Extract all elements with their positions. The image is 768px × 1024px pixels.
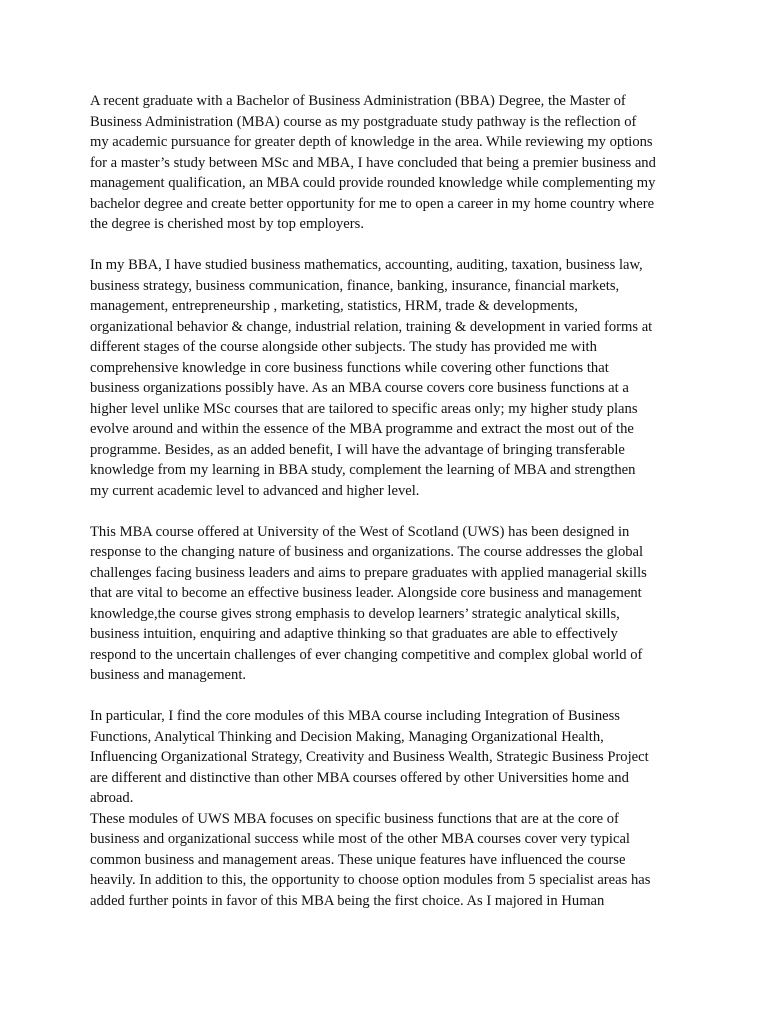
paragraph-intro: A recent graduate with a Bachelor of Business Administration (BBA) Degree, the Master of Business Administration (MBA) course as my postgraduate study pathway is the reflection of my academic pursuance for greater depth of knowledge in the area. While reviewing my options for a master’s study between MSc and MBA, I have concluded that being a premier business and management qualification, an MBA could provide rounded knowledge while complementing my bachelor degree and create better opportunity for me to open a career in my home country where the degree is cherished most by top employers. (90, 93, 656, 232)
paragraph-core-modules: In particular, I find the core modules of this MBA course including Integration of Business Functions, Analytical Thinking and Decision Making, Managing Organizational Health, Influencing Organizational Strategy, Creativity and Business Wealth, Strategic Business Project are different and distinctive than other MBA courses offered by other Universities home and abroad. (90, 708, 649, 806)
paragraph-module-focus: These modules of UWS MBA focuses on specific business functions that are at the core of business and organizational success while most of the other MBA courses cover very typical common business and management areas. These unique features have influenced the course heavily. In addition to this, the opportunity to choose option modules from 5 specialist areas has added further points in favor of this MBA being the first choice. As I majored in Human (90, 810, 651, 909)
paragraph-uws-course: This MBA course offered at University of the West of Scotland (UWS) has been designed in response to the changing nature of business and organizations. The course addresses the global challenges facing business leaders and aims to prepare graduates with applied managerial skills that are vital to become an effective business leader. Alongside core business and management knowledge,the course gives strong emphasis to develop learners’ strategic analytical skills, business intuition, enquiring and adaptive thinking so that graduates are able to effectively respond to the uncertain challenges of ever changing competitive and complex global world of business and management. (90, 523, 647, 683)
paragraph-bba-studies: In my BBA, I have studied business mathematics, accounting, auditing, taxation, business law, business strategy, business communication, finance, banking, insurance, financial markets, management, entrepreneurship , marketing, statistics, HRM, trade & developments, organizational behavior & change, industrial relation, training & development in varied forms at different stages of the course alongside other subjects. The study has provided me with comprehensive knowledge in core business functions while covering other functions that business organizations possibly have. As an MBA course covers core business functions at a higher level unlike MSc courses that are tailored to specific areas only; my higher study plans evolve around and within the essence of the MBA programme and extract the most out of the programme. Besides, as an added benefit, I will have the advantage of bringing transferable knowledge from my learning in BBA study, complement the learning of MBA and strengthen my current academic level to advanced and higher level. (90, 257, 653, 499)
